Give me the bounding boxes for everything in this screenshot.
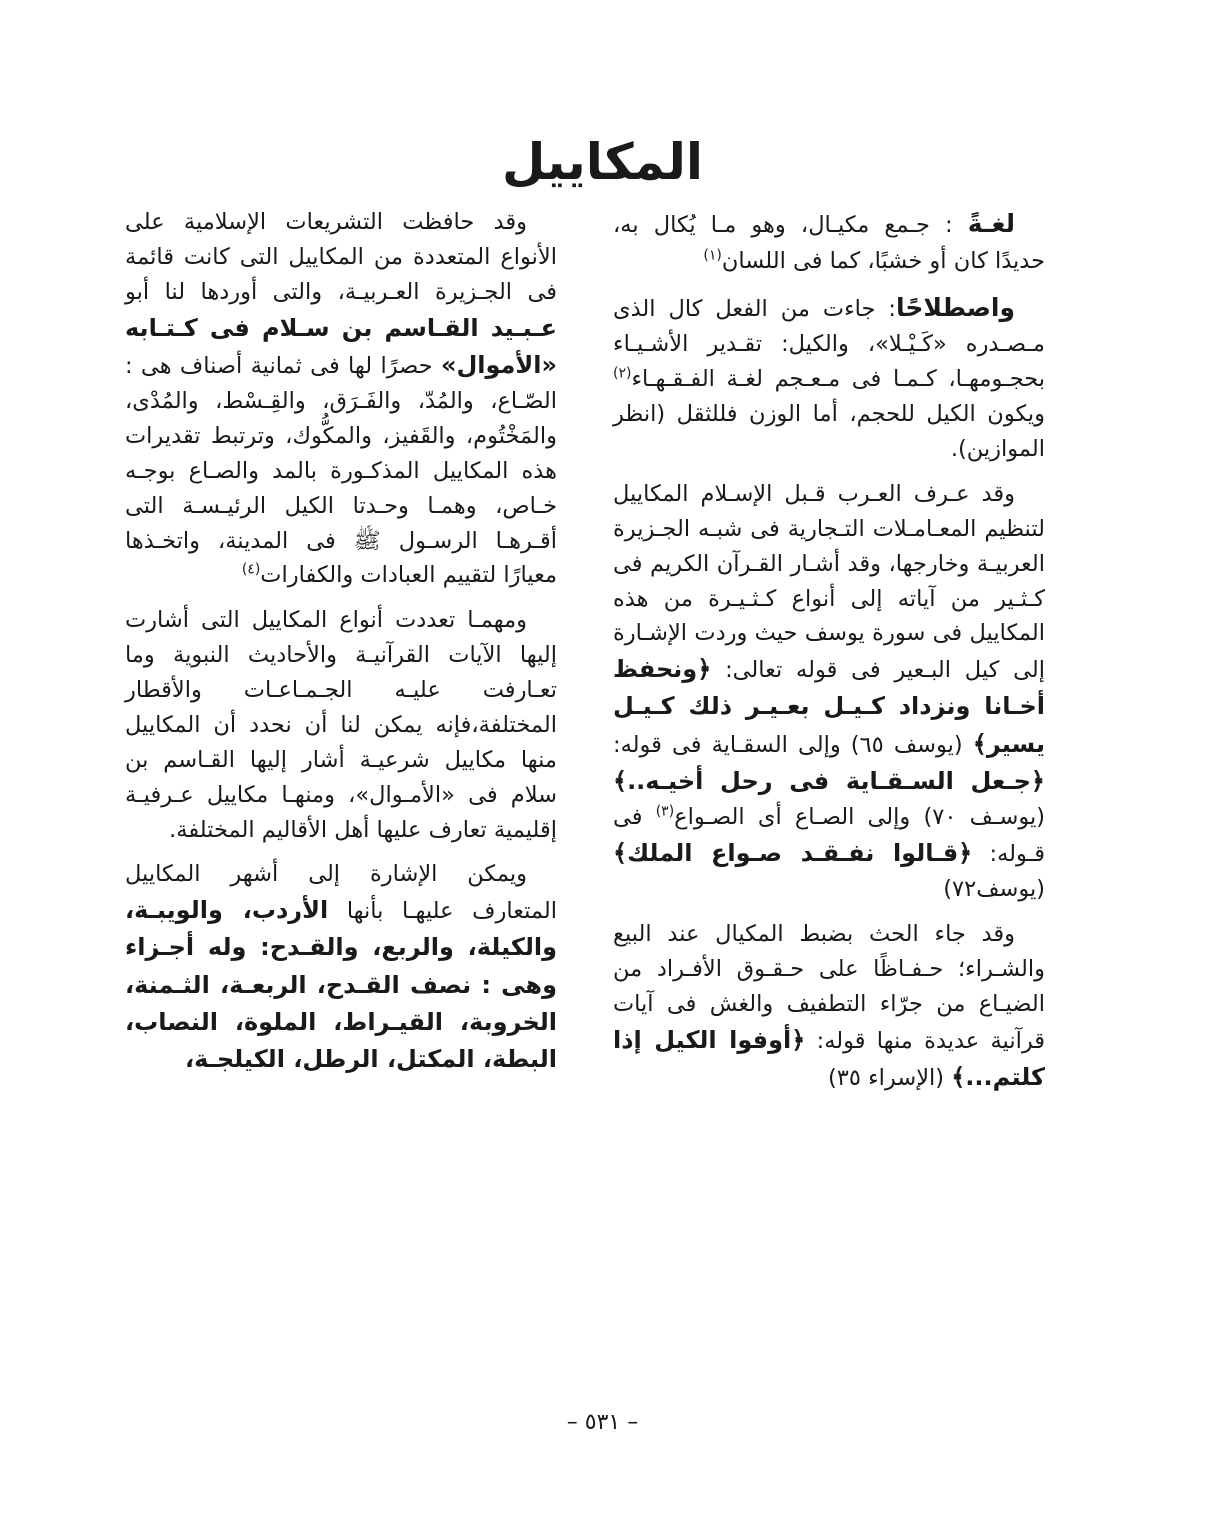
paragraph-text: وقد عـرف العـرب قـبل الإسـلام المكاييل لتنظيم المعـامـلات التـجارية فى شبـه الجـزيرة العربيـة وخارجها، وقد أشـار القـرآن الكريم فى كـثـير من آياته إلى أنواع كـثـيـرة من هذه المكاييل فى سورة يوسف حيث وردت الإشـارة إلى كيل البـعير فى قوله تعالى: xyxy=(613,480,1045,684)
author-reference: عـبـيد القـاسم بن سـلام فى كـتـابه «الأموال» xyxy=(125,313,557,379)
quran-quote: ﴿جـعل السـقـاية فى رحل أخيـه..﴾ xyxy=(613,766,1045,795)
right-column xyxy=(613,205,1045,1106)
paragraph-text: : جـمع مكيـال، وهو مـا يُكال به، حديدًا كان أو خشبًا، كما فى اللسان xyxy=(613,212,1045,274)
paragraph-istilahan xyxy=(613,289,1045,467)
footnote-marker: (١) xyxy=(703,247,722,264)
paragraph-islamic-legislation xyxy=(125,205,557,593)
paragraph-text: (يوسف ٦٥) وإلى السقـاية فى قوله: xyxy=(613,731,973,758)
paragraph-text: حصرًا لها فى ثمانية أصناف هى : الصّـاع، والمُدّ، والفَـرَق، والقِـسْط، والمُدْى، والمَخْتُوم، والقَفيز، والمكُّوك، وترتبط تقديرات هذه المكاييل المذكـورة بالمد والصـاع بوجـه خـاص، وهمـا وحـدتا الكيل الرئيـسـة التى أقـرهـا الرسـول ﷺ فى المدينة، واتخـذها معيارًا لتقييم العبادات والكفارات xyxy=(125,352,557,589)
paragraph-text: ويمكن الإشارة إلى أشهر المكاييل المتعارف عليهـا بأنها xyxy=(125,861,557,925)
page-title: المكاييل xyxy=(501,133,704,191)
paragraph-lugha xyxy=(613,205,1045,279)
term-lugha: لغـةً xyxy=(967,209,1015,238)
footnote-marker: (٢) xyxy=(613,365,632,382)
paragraph-text: فى قـوله: xyxy=(613,804,1045,867)
paragraph-text: ومهمـا تعددت أنواع المكاييل التى أشارت إليها الآيات القرآنيـة والأحاديث النبوية وما تعـارفت عليـه الجـمـاعـات والأقطار المختلفة،فإنه يمكن لنا أن نحدد أن المكاييل منها مكاييل شرعيـة أشار إليها القـاسم بن سلام فى «الأمـوال»، ومنهـا مكاييل عـرفيـة إقليمية تعارف عليها أهل الأقاليم المختلفة. xyxy=(125,607,557,843)
page-number: – ٥٣١ – xyxy=(566,1410,639,1435)
paragraph-text: وقد حافظت التشريعات الإسلامية على الأنواع المتعددة من المكاييل التى كانت قائمة فى الجـزيرة العـربيـة، والتى أوردها لنا أبو xyxy=(125,209,557,305)
footnote-marker: (٤) xyxy=(241,561,261,578)
paragraph-text: (الإسراء ٣٥) xyxy=(827,1064,952,1091)
paragraph-fair-measure xyxy=(613,917,1045,1096)
paragraph-text: (يوسف٧٢) xyxy=(943,876,1045,903)
measures-list: الأردب، والويبـة، والكيلة، والربع، والقـدح: وله أجـزاء وهى : نصف القـدح، الربعـة، الثـمنة، الخروبة، القيـراط، الملوة، النصاب، البطة، المكتل، الرطل، الكيلجـة، xyxy=(125,896,557,1073)
term-istilahan: واصطلاحًا xyxy=(895,292,1015,322)
paragraph-famous-measures xyxy=(125,857,557,1078)
left-column xyxy=(125,205,557,1088)
quran-quote: ﴿أوفوا الكيل إذا كلتم...﴾ xyxy=(613,1025,1045,1091)
paragraph-types-of-measures xyxy=(125,603,557,847)
paragraph-text: وقد جاء الحث بضبط المكيال عند البيع والشـراء؛ حـفـاظًا على حـقـوق الأفـراد من الضيـاع من جرّاء التطفيف والغش فى آيات قرآنية عديدة منها قوله: xyxy=(613,920,1046,1054)
paragraph-arab-measures xyxy=(613,477,1045,907)
paragraph-text: ويكون الكيل للحجم، أما الوزن فللثقل (انظر الموازين). xyxy=(613,401,1045,462)
paragraph-text: (يوسـف ٧٠) وإلى الصـاع أى الصـواع xyxy=(674,804,1045,830)
paragraph-text: : جاءت من الفعل كال الذى مـصـدره «كَـيْـلا»، والكيل: تقـدير الأشـيـاء بحجـومهـا، كـمـا فى مـعـجم لغـة الفـقـهـاء xyxy=(613,295,1045,393)
footnote-marker: (٣) xyxy=(655,803,675,820)
quran-quote: ﴿قـالوا نفـقـد صـواع الملك﴾ xyxy=(613,838,973,867)
quran-quote: ﴿ونحفظ أخـانا ونزداد كـيـل بعـيـر ذلك كـيـل يسير﴾ xyxy=(613,655,1045,758)
